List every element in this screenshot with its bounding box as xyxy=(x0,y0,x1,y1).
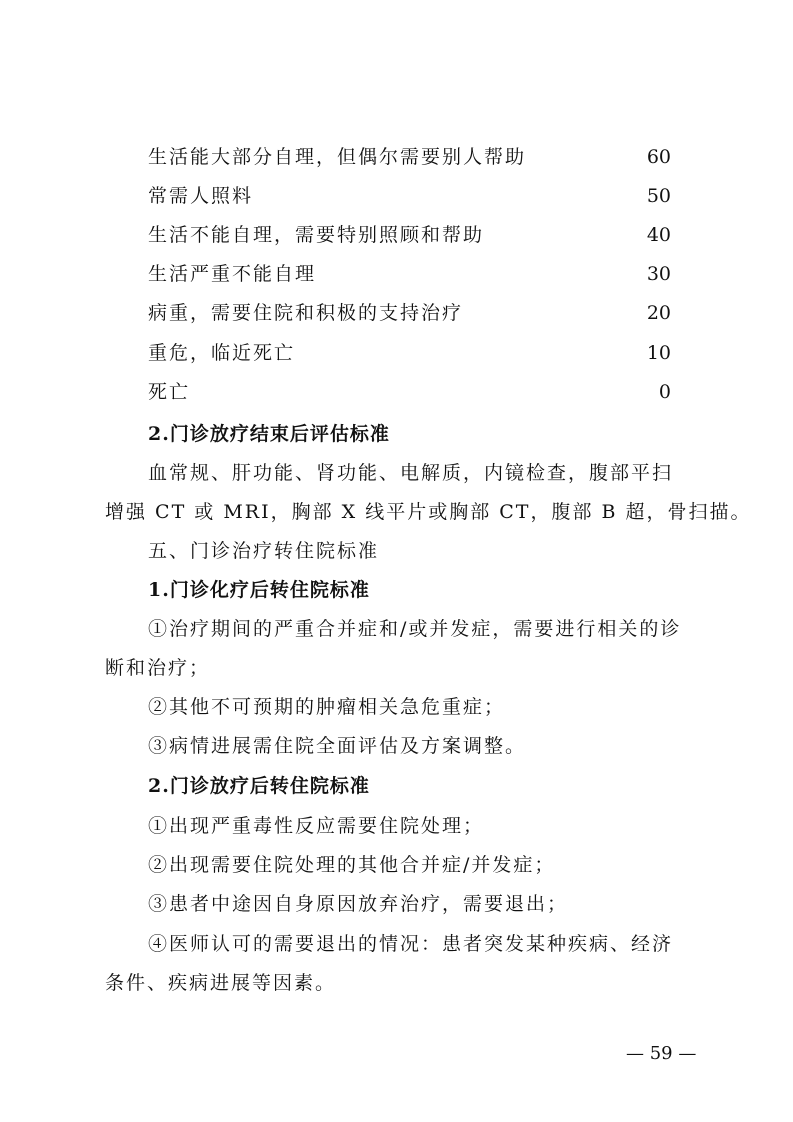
score-row xyxy=(148,298,678,328)
radio-transfer-item: ①出现严重毒性反应需要住院处理； xyxy=(148,815,485,837)
radio-transfer-heading: 2.门诊放疗后转住院标准 xyxy=(148,775,370,797)
score-row-label: 生活严重不能自理 xyxy=(148,263,317,285)
score-row-label: 生活不能自理，需要特别照顾和帮助 xyxy=(148,224,485,246)
score-row-value: 10 xyxy=(646,342,671,364)
score-row-value: 0 xyxy=(658,381,671,403)
score-row-value: 40 xyxy=(646,224,671,246)
score-row-value: 30 xyxy=(646,263,671,285)
score-row xyxy=(148,181,678,211)
page-number: — 59 — xyxy=(626,1043,697,1064)
radiotherapy-eval-paragraph-line: 血常规、肝功能、肾功能、电解质，内镜检查，腹部平扫 xyxy=(148,462,674,484)
score-row-label: 常需人照料 xyxy=(148,185,254,207)
score-row xyxy=(148,220,678,250)
score-row xyxy=(148,142,678,172)
section-five-heading: 五、门诊治疗转住院标准 xyxy=(148,540,380,562)
score-row-value: 20 xyxy=(646,302,671,324)
radio-transfer-item: ④医师认可的需要退出的情况：患者突发某种疾病、经济 xyxy=(148,933,674,955)
score-row-label: 生活能大部分自理，但偶尔需要别人帮助 xyxy=(148,146,527,168)
score-row-label: 重危，临近死亡 xyxy=(148,342,296,364)
chemo-transfer-heading: 1.门诊化疗后转住院标准 xyxy=(148,579,370,601)
score-row-value: 50 xyxy=(646,185,671,207)
radiotherapy-eval-paragraph-line: 增强 CT 或 MRI，胸部 X 线平片或胸部 CT，腹部 B 超，骨扫描。 xyxy=(105,501,752,523)
radio-transfer-item: ②出现需要住院处理的其他合并症/并发症； xyxy=(148,854,556,876)
score-row-label: 死亡 xyxy=(148,381,191,403)
radio-transfer-item: ③患者中途因自身原因放弃治疗，需要退出； xyxy=(148,893,569,915)
chemo-transfer-item: ①治疗期间的严重合并症和/或并发症，需要进行相关的诊 xyxy=(148,618,682,640)
score-row xyxy=(148,338,678,368)
score-row-label: 病重，需要住院和积极的支持治疗 xyxy=(148,302,464,324)
chemo-transfer-item: 断和治疗； xyxy=(105,657,211,679)
radiotherapy-eval-heading: 2.门诊放疗结束后评估标准 xyxy=(148,423,390,445)
score-row xyxy=(148,259,678,289)
score-row-value: 60 xyxy=(646,146,671,168)
score-row xyxy=(148,377,678,407)
chemo-transfer-item: ②其他不可预期的肿瘤相关急危重症； xyxy=(148,696,506,718)
chemo-transfer-item: ③病情进展需住院全面评估及方案调整。 xyxy=(148,735,527,757)
radio-transfer-item: 条件、疾病进展等因素。 xyxy=(105,972,337,994)
